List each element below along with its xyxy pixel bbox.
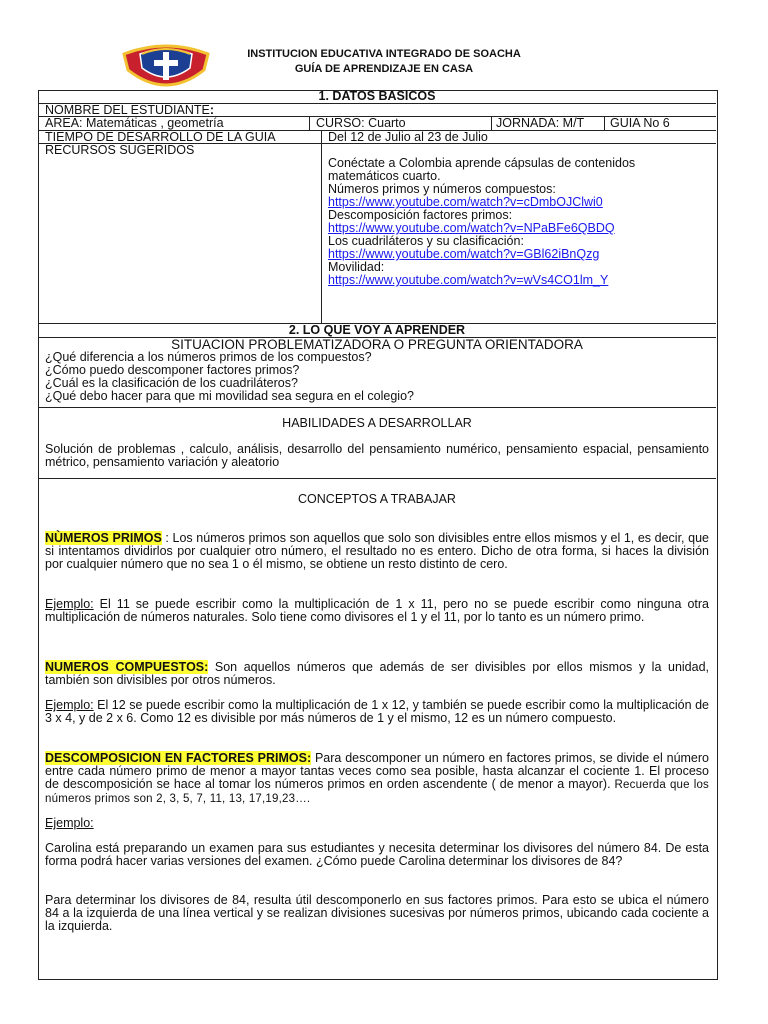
- descomposicion-paragraph: DESCOMPOSICION EN FACTORES PRIMOS: Para descomponer un número en factores primos, se divide el número entre cada número primo de menor a mayor tantas veces como sea posible, hasta alcanzar el cociente 1. El proceso de descomposición se hace al tomar los números primos en orden ascendente ( de menor a mayor). Recuerda que los números primos son 2, 3, 5, 7, 11, 13, 17,19,23….: [45, 751, 709, 805]
- recursos-intro: Conéctate a Colombia aprende cápsulas de contenidos: [328, 156, 636, 170]
- primos-paragraph: NÙMEROS PRIMOS : Los números primos son aquellos que solo son divisibles entre ellos mismos y el 1, es decir, que si intentamos dividirlos por cualquier otro número, el resultado no es entero. Dicho de otra forma, si haces la división por cualquier número que no sea 1 o él mismo, se obtiene un resto distinto de cero.: [45, 531, 709, 571]
- section-datos-basicos: 1. DATOS BASICOS: [318, 89, 436, 103]
- compuestos-example: Ejemplo: El 12 se puede escribir como la multiplicación de 1 x 12, y también se puede escribir como la multiplicación de 3 x 4, y de 2 x 6. Como 12 es divisible por más números de 1 y el mismo, 12 es un número compuesto.: [45, 698, 709, 725]
- section-lo-que-voy-a-aprender: 2. LO QUE VOY A APRENDER: [288, 323, 466, 337]
- guide-subtitle: GUÍA DE APRENDIZAJE EN CASA: [294, 63, 474, 75]
- question-item: ¿Cuál es la clasificación de los cuadriláteros?: [45, 376, 298, 390]
- guia-field: GUIA No 6: [610, 116, 670, 130]
- col-divider: [321, 130, 322, 323]
- compuestos-term: NUMEROS COMPUESTOS:: [45, 660, 209, 674]
- habilidades-text: Solución de problemas , calculo, análisis, desarrollo del pensamiento numérico, pensamiento espacial, pensamiento métrico, pensamiento variación y aleatorio: [45, 442, 709, 469]
- resource-title: Números primos y números compuestos:: [328, 182, 556, 196]
- resource-title: Los cuadriláteros y su clasificación:: [328, 234, 524, 248]
- col-divider: [604, 116, 605, 130]
- habilidades-title: HABILIDADES A DESARROLLAR: [282, 416, 472, 430]
- situacion-title: SITUACION PROBLEMATIZADORA O PREGUNTA ORIENTADORA: [171, 337, 583, 352]
- recursos-intro: matemáticos cuarto.: [328, 169, 441, 183]
- resource-link[interactable]: https://www.youtube.com/watch?v=NPaBFe6QBDQ: [328, 221, 615, 235]
- row-divider: [38, 407, 716, 408]
- primos-example: Ejemplo: El 11 se puede escribir como la multiplicación de 1 x 11, pero no se puede escribir como ninguna otra multiplicación de números naturales. Solo tiene como divisores el 1 y el 11, por lo tanto es un número primo.: [45, 597, 709, 624]
- student-name-label: NOMBRE DEL ESTUDIANTE:: [45, 103, 215, 117]
- col-divider: [309, 116, 310, 130]
- descomposicion-term: DESCOMPOSICION EN FACTORES PRIMOS:: [45, 751, 312, 765]
- ejemplo-label: Ejemplo:: [45, 816, 94, 830]
- question-item: ¿Cómo puedo descomponer factores primos?: [45, 363, 300, 377]
- question-item: ¿Qué diferencia a los números primos de los compuestos?: [45, 350, 372, 364]
- recursos-label: RECURSOS SUGERIDOS: [45, 143, 195, 157]
- col-divider: [491, 116, 492, 130]
- curso-field: CURSO: Cuarto: [316, 116, 406, 130]
- row-divider: [38, 478, 716, 479]
- question-item: ¿Qué debo hacer para que mi movilidad sea segura en el colegio?: [45, 389, 414, 403]
- resource-title: Descomposición factores primos:: [328, 208, 513, 222]
- primos-term: NÙMEROS PRIMOS: [45, 531, 162, 545]
- tiempo-value: Del 12 de Julio al 23 de Julio: [328, 130, 488, 144]
- jornada-field: JORNADA: M/T: [496, 116, 585, 130]
- area-field: AREA: Matemáticas , geometría: [45, 116, 224, 130]
- compuestos-paragraph: NUMEROS COMPUESTOS: Son aquellos números que además de ser divisibles por ellos mismos y la unidad, también son divisibles por otros números.: [45, 660, 709, 687]
- tiempo-label: TIEMPO DE DESARROLLO DE LA GUIA: [45, 130, 276, 144]
- resource-link[interactable]: https://www.youtube.com/watch?v=wVs4CO1lm_Y: [328, 273, 609, 287]
- carolina-problem: Carolina está preparando un examen para sus estudiantes y necesita determinar los divisores del número 84. De esta forma podrá hacer varias versiones del examen. ¿Cómo puede Carolina determinar los divisores de 84?: [45, 841, 709, 868]
- divisores-explanation: Para determinar los divisores de 84, resulta útil descomponerlo en sus factores primos. Para esto se ubica el número 84 a la izquierda de una línea vertical y se realizan divisiones sucesivas por números primos, ubicando cada cociente a la izquierda.: [45, 893, 709, 933]
- institution-name: INSTITUCION EDUCATIVA INTEGRADO DE SOACHA: [247, 48, 521, 60]
- resource-title: Movilidad:: [328, 260, 385, 274]
- conceptos-title: CONCEPTOS A TRABAJAR: [298, 492, 456, 506]
- resource-link[interactable]: https://www.youtube.com/watch?v=cDmbOJClwi0: [328, 195, 603, 209]
- resource-link[interactable]: https://www.youtube.com/watch?v=GBl62iBnQzg: [328, 247, 600, 261]
